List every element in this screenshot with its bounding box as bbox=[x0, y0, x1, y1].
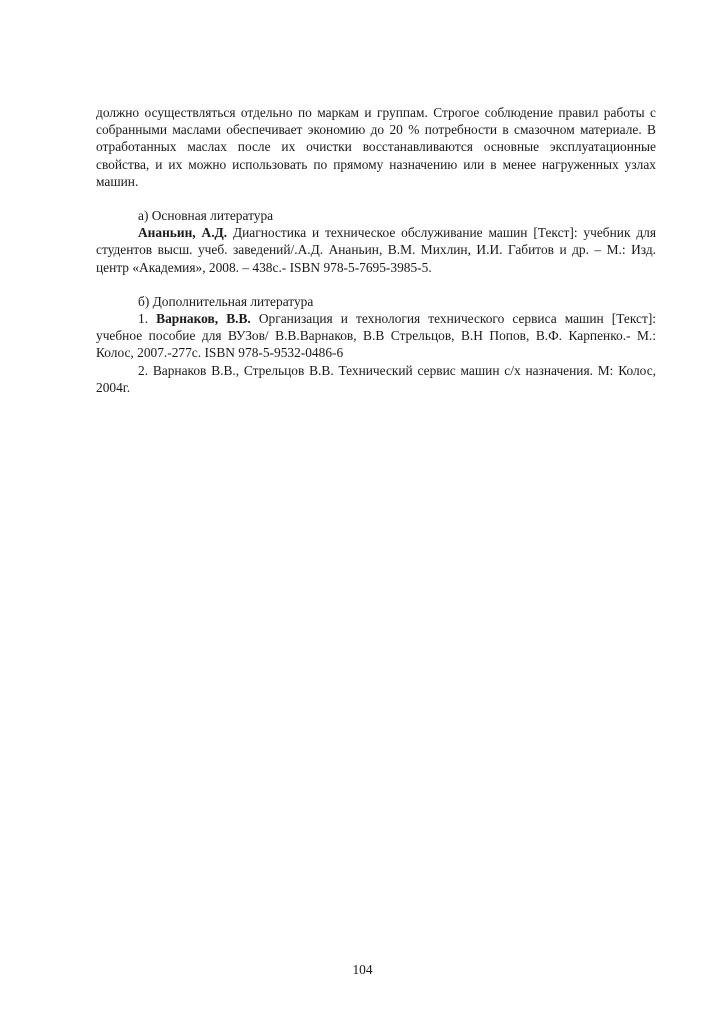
intro-paragraph: должно осуществляться отдельно по маркам и группам. Строгое соблюдение правил работы с собранными маслами обеспечивает экономию до 20 % потребности в смазочном материале. В отработанных маслах после их очистки восстанавливаются основные эксплуатационные свойства, и их можно использовать по прямому назначению или в менее нагруженных узлах машин. bbox=[96, 105, 656, 189]
reference-author: Ананьин, А.Д. bbox=[138, 225, 228, 241]
additional-literature-heading: б) Дополнительная литература bbox=[138, 293, 314, 309]
page-content bbox=[96, 104, 656, 396]
reference-number: 1. bbox=[138, 311, 157, 327]
basic-literature-section bbox=[96, 207, 656, 276]
reference-number: 2. bbox=[138, 362, 153, 378]
reference-author: Варнаков, В.В. bbox=[156, 311, 251, 327]
reference-item bbox=[96, 224, 656, 276]
additional-literature-section bbox=[96, 293, 656, 396]
reference-item bbox=[96, 362, 656, 396]
basic-literature-heading: а) Основная литература bbox=[138, 208, 274, 224]
page-number: 104 bbox=[352, 962, 373, 977]
reference-item bbox=[96, 310, 656, 362]
reference-text: Варнаков В.В., Стрельцов В.В. Технический сервис машин с/х назначения. М: Колос, 2004г. bbox=[96, 362, 656, 395]
reference-text: Диагностика и техническое обслуживание машин [Текст]: учебник для студентов высш. учеб. заведений/.А.Д. Ананьин, В.М. Михлин, И.И. Габитов и др. – М.: Изд. центр «Академия», 2008. – 438с.- ISBN 978-5-7695-3985-5. bbox=[96, 225, 656, 275]
reference-text: Организация и технология технического сервиса машин [Текст]: учебное пособие для ВУЗов/ В.В.Варнаков, В.В Стрельцов, В.Н Попов, В.Ф. Карпенко.- М.: Колос, 2007.-277с. ISBN 978-5-9532-0486-6 bbox=[96, 311, 657, 361]
